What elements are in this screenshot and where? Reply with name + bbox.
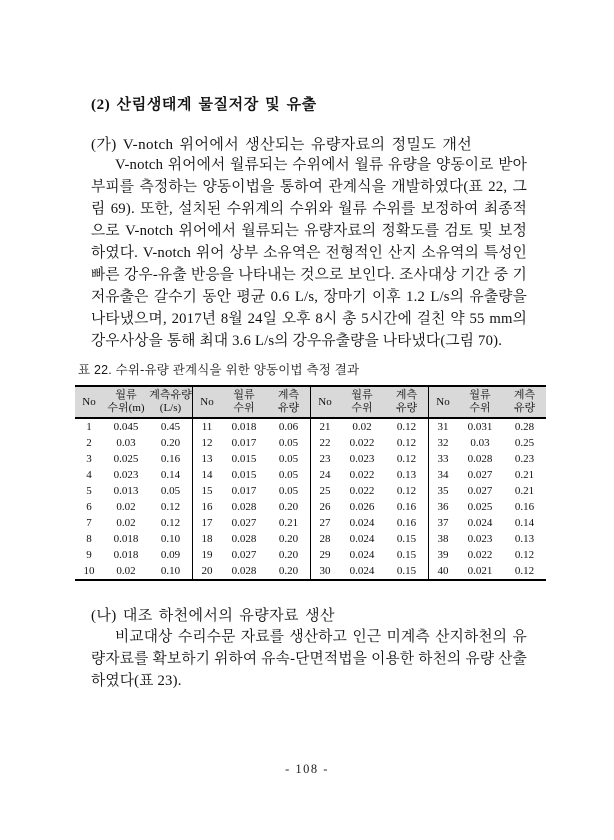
table-cell: 0.12: [396, 485, 417, 497]
table-cell: 0.028: [231, 565, 257, 577]
table-cell: 0.25: [514, 437, 535, 449]
table-cell: 0.12: [396, 453, 417, 465]
table-cell: 34: [429, 467, 458, 483]
table-cell: 15: [193, 483, 222, 499]
table-row: [75, 467, 546, 483]
table-header-cell: No: [193, 386, 222, 418]
table-cell: 0.20: [278, 501, 299, 513]
table-cell: 35: [429, 483, 458, 499]
table-cell: 7: [86, 517, 92, 529]
table-cell: 0.023: [467, 533, 493, 545]
table-cell: 0.031: [467, 421, 493, 433]
table-cell: 0.025: [467, 501, 493, 513]
table-cell: 0.12: [514, 549, 535, 561]
table-22-container: [75, 385, 545, 581]
table-header-row: [75, 386, 546, 418]
table-cell: 29: [311, 547, 340, 563]
table-body: [75, 418, 546, 580]
table-cell: 0.13: [396, 469, 417, 481]
table-header-cell: 계측 유량: [513, 389, 536, 414]
section-ga-paragraph: V-notch 위어에서 월류되는 수위에서 월류 유량을 양동이로 받아 부피를 측정하는 양동이법을 통하여 관계식을 개발하였다(표 22, 그림 69). 또한, 설치된 수위계의 수위와 월류 수위를 보정하여 최종적으로 V-notch 위어에서 월류되는 유량자료의 정확도를 검토 및 보정하였다. V-notch 위어 상부 소유역은 전형적인 산지 소유역의 특성인 빠른 강우-유출 반응을 나타내는 것으로 보인다. 조사대상 기간 중 기저유출은 갈수기 동안 평균 0.6 L/s, 장마기 이후 1.2 L/s의 유출량을 나타냈으며, 2017년 8월 24일 오후 8시 총 5시간에 걸친 약 55 mm의 강우사상을 통해 최대 3.6 L/s의 강우유출량을 나타냈다(그림 70).: [91, 157, 527, 349]
table-cell: 9: [86, 549, 92, 561]
table-cell: 22: [311, 435, 340, 451]
table-22-caption: 표 22. 수위-유량 관계식을 위한 양동이법 측정 결과: [78, 363, 360, 377]
table-cell: 0.026: [349, 501, 375, 513]
table-cell: 0.017: [231, 437, 257, 449]
table-row: [75, 563, 546, 580]
table-cell: 0.028: [231, 533, 257, 545]
table-row: [75, 531, 546, 547]
table-cell: 24: [311, 467, 340, 483]
table-row: [75, 483, 546, 499]
table-cell: 39: [429, 547, 458, 563]
table-cell: 18: [193, 531, 222, 547]
section-na-heading: (나) 대조 하천에서의 유량자료 생산: [91, 608, 335, 624]
table-cell: 0.10: [160, 533, 181, 545]
table-cell: 0.20: [160, 437, 181, 449]
table-cell: 0.14: [160, 469, 181, 481]
table-cell: 1: [86, 421, 92, 433]
table-cell: 0.027: [231, 517, 257, 529]
table-cell: 21: [311, 418, 340, 435]
table-cell: 0.02: [116, 565, 136, 577]
table-cell: 0.16: [396, 517, 417, 529]
table-cell: 0.05: [160, 485, 181, 497]
table-cell: 17: [193, 515, 222, 531]
table-cell: 0.018: [113, 549, 139, 561]
table-cell: 0.14: [514, 517, 535, 529]
table-cell: 36: [429, 499, 458, 515]
table-cell: 0.022: [349, 469, 375, 481]
table-header-cell: 월류 수위: [233, 389, 255, 414]
table-header-cell: No: [82, 395, 96, 408]
table-cell: 28: [311, 531, 340, 547]
table-cell: 0.024: [349, 565, 375, 577]
table-cell: 16: [193, 499, 222, 515]
table-cell: 0.02: [352, 421, 372, 433]
table-cell: 0.05: [278, 437, 299, 449]
table-cell: 0.23: [514, 453, 535, 465]
table-cell: 0.09: [160, 549, 181, 561]
table-cell: 0.21: [514, 485, 535, 497]
table-cell: 0.045: [113, 421, 139, 433]
table-cell: 0.21: [278, 517, 299, 529]
table-cell: 0.05: [278, 469, 299, 481]
table-cell: 5: [86, 485, 92, 497]
table-cell: 0.20: [278, 565, 299, 577]
table-cell: 27: [311, 515, 340, 531]
table-header-cell: 월류 수위(m): [107, 389, 145, 414]
table-cell: 0.12: [396, 421, 417, 433]
table-cell: 0.12: [160, 517, 181, 529]
table-cell: 0.015: [231, 469, 257, 481]
table-cell: 0.021: [467, 565, 493, 577]
table-row: [75, 435, 546, 451]
section-ga-heading: (가) V-notch 위어에서 생산되는 유량자료의 정밀도 개선: [91, 137, 473, 153]
table-header-cell: 계측유량 (L/s): [149, 389, 192, 414]
table-cell: 37: [429, 515, 458, 531]
table-header-cell: No: [429, 386, 458, 418]
table-cell: 19: [193, 547, 222, 563]
table-cell: 0.024: [349, 533, 375, 545]
table-header-cell: 계측 유량: [277, 389, 300, 414]
table-header-cell: 월류 수위: [469, 389, 491, 414]
table-cell: 0.013: [113, 485, 139, 497]
table-row: [75, 418, 546, 435]
table-cell: 0.03: [116, 437, 136, 449]
table-cell: 32: [429, 435, 458, 451]
section-2-heading: (2) 산림생태계 물질저장 및 유출: [91, 97, 317, 113]
table-cell: 6: [86, 501, 92, 513]
table-cell: 0.20: [278, 549, 299, 561]
table-header-cell: No: [311, 386, 340, 418]
table-cell: 40: [429, 563, 458, 580]
table-cell: 0.10: [160, 565, 181, 577]
table-cell: 0.02: [116, 501, 136, 513]
table-cell: 0.03: [470, 437, 490, 449]
table-cell: 0.12: [514, 565, 535, 577]
table-cell: 0.13: [514, 533, 535, 545]
table-cell: 0.024: [349, 517, 375, 529]
table-head: [75, 386, 546, 418]
table-cell: 0.027: [467, 485, 493, 497]
table-cell: 0.05: [278, 485, 299, 497]
table-cell: 2: [86, 437, 92, 449]
page-number: - 108 -: [285, 762, 329, 776]
table-cell: 31: [429, 418, 458, 435]
table-cell: 0.022: [349, 485, 375, 497]
table-cell: 20: [193, 563, 222, 580]
table-cell: 0.02: [116, 517, 136, 529]
section-na-paragraph: 비교대상 수리수문 자료를 생산하고 인근 미계측 산지하천의 유량자료를 확보하기 위하여 유속-단면적법을 이용한 하천의 유량 산출하였다(표 23).: [91, 629, 527, 689]
table-cell: 25: [311, 483, 340, 499]
table-cell: 30: [311, 563, 340, 580]
table-cell: 0.06: [278, 421, 299, 433]
table-cell: 0.05: [278, 453, 299, 465]
table-cell: 0.027: [467, 469, 493, 481]
table-cell: 0.16: [160, 453, 181, 465]
table-row: [75, 547, 546, 563]
table-cell: 0.017: [231, 485, 257, 497]
table-cell: 14: [193, 467, 222, 483]
measurement-table: [75, 385, 546, 581]
table-header-cell: 월류 수위: [351, 389, 373, 414]
table-cell: 23: [311, 451, 340, 467]
table-row: [75, 499, 546, 515]
table-cell: 0.15: [396, 565, 417, 577]
table-cell: 0.15: [396, 533, 417, 545]
table-cell: 0.12: [396, 437, 417, 449]
table-cell: 0.28: [514, 421, 535, 433]
table-cell: 0.16: [514, 501, 535, 513]
table-cell: 12: [193, 435, 222, 451]
table-cell: 3: [86, 453, 92, 465]
table-cell: 0.024: [467, 517, 493, 529]
table-cell: 33: [429, 451, 458, 467]
table-cell: 0.20: [278, 533, 299, 545]
table-cell: 0.015: [231, 453, 257, 465]
table-cell: 4: [86, 469, 92, 481]
table-cell: 0.024: [349, 549, 375, 561]
table-cell: 0.45: [160, 421, 181, 433]
table-header-cell: 계측 유량: [395, 389, 418, 414]
table-cell: 0.12: [160, 501, 181, 513]
table-cell: 0.028: [231, 501, 257, 513]
table-cell: 0.025: [113, 453, 139, 465]
table-cell: 11: [193, 418, 222, 435]
table-cell: 0.023: [113, 469, 139, 481]
table-cell: 0.028: [467, 453, 493, 465]
table-cell: 0.022: [349, 437, 375, 449]
table-cell: 0.018: [113, 533, 139, 545]
table-cell: 0.16: [396, 501, 417, 513]
table-cell: 0.018: [231, 421, 257, 433]
table-row: [75, 451, 546, 467]
table-row: [75, 515, 546, 531]
table-cell: 10: [83, 565, 95, 577]
table-cell: 38: [429, 531, 458, 547]
table-cell: 0.022: [467, 549, 493, 561]
table-cell: 0.027: [231, 549, 257, 561]
table-cell: 0.15: [396, 549, 417, 561]
table-cell: 13: [193, 451, 222, 467]
table-cell: 26: [311, 499, 340, 515]
table-cell: 8: [86, 533, 92, 545]
table-cell: 0.21: [514, 469, 535, 481]
table-cell: 0.023: [349, 453, 375, 465]
